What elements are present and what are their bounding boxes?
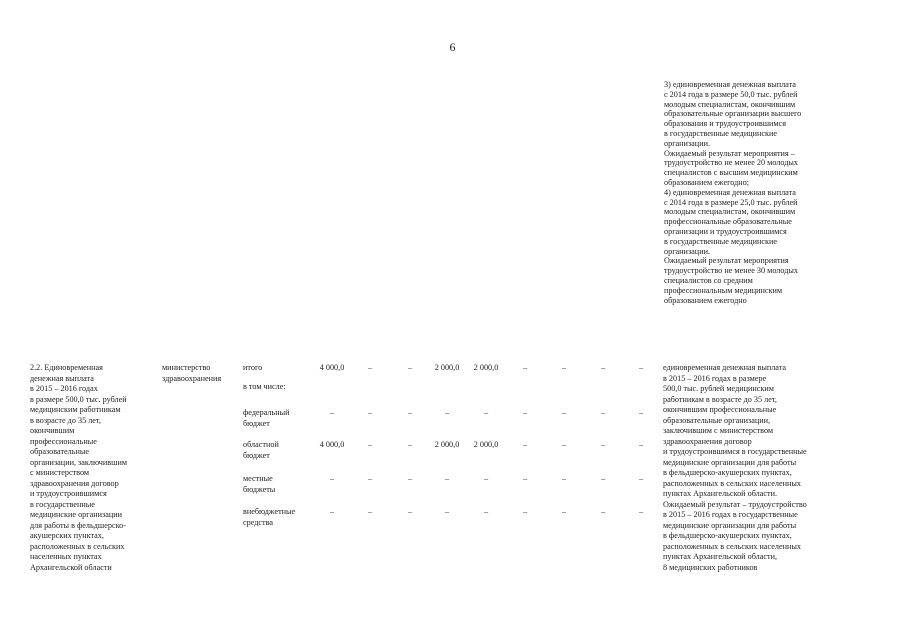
text-line: организации и трудоустроившимся (664, 226, 787, 236)
measure-name-line: в возрасте до 35 лет, (30, 415, 101, 425)
result-line: окончившим профессиональные (663, 405, 777, 414)
funding-source-line: областной (243, 440, 279, 449)
result-line: медицинские организации для работы (663, 457, 797, 467)
measure-name-line: в 2015 – 2016 годах (30, 384, 98, 393)
funding-row (0, 507, 905, 541)
funding-value: – (638, 408, 644, 417)
text-line: профессиональные образовательные (664, 217, 792, 227)
result-line: в фельдшерско-акушерских пунктах, (663, 468, 792, 477)
result-line: и трудоустроившимся в государственные (663, 447, 807, 456)
text-line: трудоустройство не менее 20 молодых (664, 158, 799, 168)
funding-value: – (407, 474, 413, 483)
measure-name-line: в государственные (30, 499, 95, 509)
funding-source (243, 363, 262, 374)
funding-value: – (561, 408, 567, 417)
text-line: организации. (664, 246, 711, 256)
funding-source-line: в том числе: (243, 382, 286, 391)
executor-line: министерство (162, 363, 211, 372)
funding-value: – (522, 440, 528, 449)
result-line: работникам в возрасте до 35 лет, (663, 394, 777, 404)
funding-value: – (444, 408, 450, 417)
funding-source (243, 507, 295, 528)
text-line: с 2014 года в размере 25,0 тыс. рублей (664, 197, 798, 207)
funding-value: – (600, 440, 606, 449)
measure-name-line: окончившим (30, 426, 75, 435)
measure-name-line: Архангельской области (30, 562, 112, 572)
funding-source (243, 408, 290, 429)
funding-value: – (483, 507, 489, 516)
funding-value: – (444, 474, 450, 483)
text-line: 3) единовременная денежная выплата (664, 80, 796, 89)
measure-name-line: для работы в фельдшерско- (30, 520, 126, 530)
text-line: образовательные организации высшего (664, 109, 802, 119)
funding-value: – (561, 474, 567, 483)
funding-value: 4 000,0 (319, 363, 345, 372)
result-line: заключившим с министерством (663, 426, 774, 435)
result-line: Ожидаемый результат – трудоустройство (663, 499, 807, 509)
result-line: пунктах Архангельской области, (663, 552, 778, 561)
measure-name-line: расположенных в сельских (30, 541, 125, 551)
measure-name-line: 2.2. Единовременная (30, 363, 103, 372)
result-line: в фельдшерско-акушерских пунктах, (663, 531, 792, 540)
funding-value: – (483, 474, 489, 483)
funding-source-line: местные (243, 474, 273, 483)
funding-value: – (367, 440, 373, 449)
result-line: медицинские организации для работы (663, 520, 797, 530)
result-line: пунктах Архангельской области. (663, 489, 778, 498)
funding-value: – (561, 363, 567, 372)
measure-name-line: медицинские организации (30, 510, 123, 519)
result-line: в 2015 – 2016 годах в размере (663, 373, 767, 383)
funding-source-line: федеральный (243, 408, 290, 417)
measure-name-line: медицинским работникам (30, 405, 121, 414)
funding-source-line: бюджет (243, 418, 270, 428)
result-line: 8 медицинских работников (663, 562, 758, 572)
measure-name-line: в размере 500,0 тыс. рублей (30, 394, 127, 404)
funding-source-line: внебюджетные (243, 507, 296, 516)
funding-value: 2 000,0 (434, 363, 460, 372)
measure-name-line: денежная выплата (30, 373, 94, 383)
funding-value: – (638, 440, 644, 449)
funding-value: – (483, 408, 489, 417)
text-line: с 2014 года в размере 50,0 тыс. рублей (664, 89, 798, 99)
text-line: 4) единовременная денежная выплата (664, 187, 796, 197)
measure-name-line: с министерством (30, 468, 90, 477)
funding-value: 2 000,0 (473, 440, 499, 449)
funding-value: – (329, 408, 335, 417)
funding-value: – (407, 363, 413, 372)
executor-line: здравоохранения (162, 373, 222, 383)
funding-value: – (600, 408, 606, 417)
funding-value: 2 000,0 (473, 363, 499, 372)
funding-row (0, 408, 905, 442)
funding-value: – (600, 363, 606, 372)
result-line: единовременная денежная выплата (663, 363, 787, 372)
text-line: специалистов с высшим медицинским (664, 168, 798, 178)
funding-source-line: итого (243, 363, 263, 372)
funding-source (243, 474, 275, 495)
funding-value: – (561, 507, 567, 516)
text-line: в государственные медицинские (664, 128, 777, 138)
funding-value: – (600, 474, 606, 483)
funding-value: 4 000,0 (319, 440, 345, 449)
funding-value: – (638, 507, 644, 516)
result-line: в 2015 – 2016 годах в государственные (663, 510, 798, 519)
measure-name-line: здравоохранения договор (30, 478, 119, 488)
funding-value: – (329, 507, 335, 516)
funding-value: – (638, 363, 644, 372)
funding-value: – (407, 507, 413, 516)
measure-name-line: организации, заключившим (30, 457, 128, 467)
previous-measure-text (664, 80, 844, 305)
result-line: образовательные организации, (663, 415, 771, 425)
measure-name-line: и трудоустроившимся (30, 489, 107, 498)
result-line: расположенных в сельских населенных (663, 478, 801, 488)
result-line: здравоохранения договор (663, 436, 752, 446)
text-line: в государственные медицинские (664, 236, 777, 246)
measure-name-line: населенных пунктах (30, 552, 102, 561)
text-line: Ожидаемый результат мероприятия – (664, 148, 795, 158)
funding-value: – (638, 474, 644, 483)
result-line: расположенных в сельских населенных (663, 541, 801, 551)
measure-name-line: профессиональные (30, 436, 97, 446)
funding-row (0, 440, 905, 474)
funding-value: – (522, 363, 528, 372)
page-number: 6 (449, 40, 456, 54)
funding-source-line: бюджеты (243, 484, 276, 494)
funding-value: – (444, 507, 450, 516)
text-line: образованием ежегодно (664, 295, 747, 305)
measure-name-line: образовательные (30, 447, 89, 456)
funding-value: – (600, 507, 606, 516)
text-line: молодым специалистам, окончившим (664, 99, 796, 109)
text-line: образованием ежегодно; (664, 177, 750, 187)
funding-value: 2 000,0 (434, 440, 460, 449)
measure-name-line: акушерских пунктах, (30, 531, 104, 540)
funding-source (243, 382, 286, 393)
text-line: организации. (664, 138, 711, 148)
funding-source (243, 440, 279, 461)
funding-value: – (407, 408, 413, 417)
funding-source-line: бюджет (243, 450, 270, 460)
funding-value: – (367, 507, 373, 516)
text-line: профессиональным медицинским (664, 285, 783, 295)
funding-value: – (367, 363, 373, 372)
text-line: образования и трудоустроившимся (664, 119, 786, 129)
funding-value: – (522, 474, 528, 483)
funding-value: – (522, 507, 528, 516)
text-line: специалистов со средним (664, 275, 753, 285)
funding-value: – (561, 440, 567, 449)
funding-value: – (367, 474, 373, 483)
text-line: Ожидаемый результат мероприятия (664, 256, 789, 266)
result-line: 500,0 тыс. рублей медицинским (663, 384, 774, 393)
text-line: молодым специалистам, окончившим (664, 207, 796, 217)
funding-value: – (407, 440, 413, 449)
funding-row (0, 474, 905, 508)
funding-value: – (367, 408, 373, 417)
funding-value: – (522, 408, 528, 417)
funding-value: – (329, 474, 335, 483)
funding-source-line: средства (243, 517, 274, 527)
text-line: трудоустройство не менее 30 молодых (664, 266, 799, 276)
